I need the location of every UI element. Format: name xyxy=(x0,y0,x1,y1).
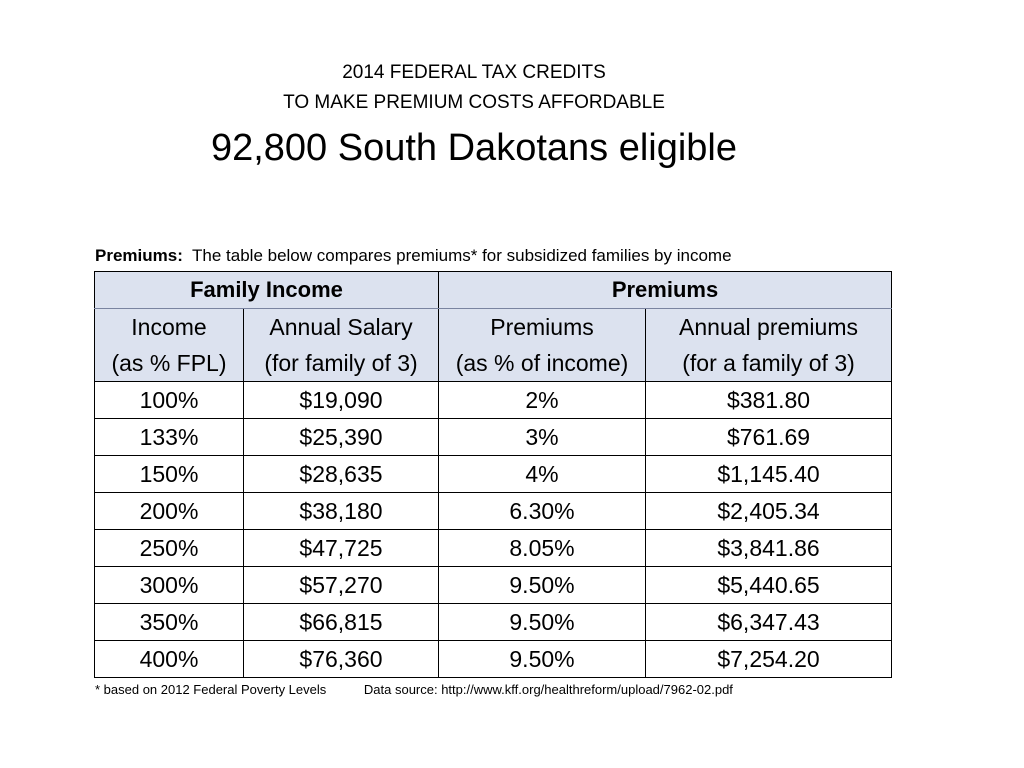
table-cell: $761.69 xyxy=(646,419,892,456)
table-row xyxy=(95,530,892,567)
col-header-line: (as % of income) xyxy=(455,350,629,376)
col-header-line: Annual premiums xyxy=(679,314,858,340)
table-cell: 3% xyxy=(439,419,646,456)
table-cell: $57,270 xyxy=(244,567,439,604)
column-header-row xyxy=(95,309,892,382)
table-row xyxy=(95,382,892,419)
table-cell: $38,180 xyxy=(244,493,439,530)
col-header-line: (for a family of 3) xyxy=(682,350,855,376)
group-header-row xyxy=(95,272,892,309)
table-row xyxy=(95,456,892,493)
col-header-premiums-pct xyxy=(439,309,646,382)
table-cell: $3,841.86 xyxy=(646,530,892,567)
table-cell: $2,405.34 xyxy=(646,493,892,530)
col-header-line: (as % FPL) xyxy=(111,350,227,376)
group-family-income: Family Income xyxy=(95,272,439,309)
table-cell: 2% xyxy=(439,382,646,419)
table-cell: 350% xyxy=(95,604,244,641)
table-cell: $7,254.20 xyxy=(646,641,892,678)
table-cell: 250% xyxy=(95,530,244,567)
table-row xyxy=(95,604,892,641)
table-cell: 100% xyxy=(95,382,244,419)
table-cell: 400% xyxy=(95,641,244,678)
col-header-line: Premiums xyxy=(490,314,594,340)
col-header-line: Income xyxy=(131,314,207,340)
table-cell: $28,635 xyxy=(244,456,439,493)
col-header-line: (for family of 3) xyxy=(264,350,418,376)
col-header-annual-salary xyxy=(244,309,439,382)
table-cell: 133% xyxy=(95,419,244,456)
table-cell: $19,090 xyxy=(244,382,439,419)
table-cell: $66,815 xyxy=(244,604,439,641)
table-cell: $6,347.43 xyxy=(646,604,892,641)
caption-label: Premiums: xyxy=(95,246,183,265)
table-body xyxy=(95,382,892,678)
col-header-annual-premiums xyxy=(646,309,892,382)
col-header-income xyxy=(95,309,244,382)
table-row xyxy=(95,493,892,530)
table-cell: $76,360 xyxy=(244,641,439,678)
table-cell: 8.05% xyxy=(439,530,646,567)
header-line-1: 2014 FEDERAL TAX CREDITS xyxy=(342,62,606,83)
table-cell: 6.30% xyxy=(439,493,646,530)
table-cell: $5,440.65 xyxy=(646,567,892,604)
table-cell: $47,725 xyxy=(244,530,439,567)
footnote-note: * based on 2012 Federal Poverty Levels xyxy=(95,682,327,697)
table-cell: 4% xyxy=(439,456,646,493)
table-row xyxy=(95,567,892,604)
footnote xyxy=(95,682,733,698)
caption-text: The table below compares premiums* for subsidized families by income xyxy=(192,246,732,265)
table-cell: $25,390 xyxy=(244,419,439,456)
page-title: 92,800 South Dakotans eligible xyxy=(210,127,738,169)
group-premiums: Premiums xyxy=(439,272,892,309)
table-cell: 9.50% xyxy=(439,641,646,678)
table-cell: $1,145.40 xyxy=(646,456,892,493)
table-cell: 150% xyxy=(95,456,244,493)
table-cell: 9.50% xyxy=(439,567,646,604)
table-caption xyxy=(95,244,732,268)
table-row xyxy=(95,419,892,456)
table-cell: 9.50% xyxy=(439,604,646,641)
table-cell: 300% xyxy=(95,567,244,604)
table-cell: $381.80 xyxy=(646,382,892,419)
table-cell: 200% xyxy=(95,493,244,530)
table-row xyxy=(95,641,892,678)
col-header-line: Annual Salary xyxy=(269,314,413,340)
header-line-2: TO MAKE PREMIUM COSTS AFFORDABLE xyxy=(283,92,665,113)
premiums-table xyxy=(94,271,892,678)
footnote-source: Data source: http://www.kff.org/healthreform/upload/7962-02.pdf xyxy=(363,682,733,697)
